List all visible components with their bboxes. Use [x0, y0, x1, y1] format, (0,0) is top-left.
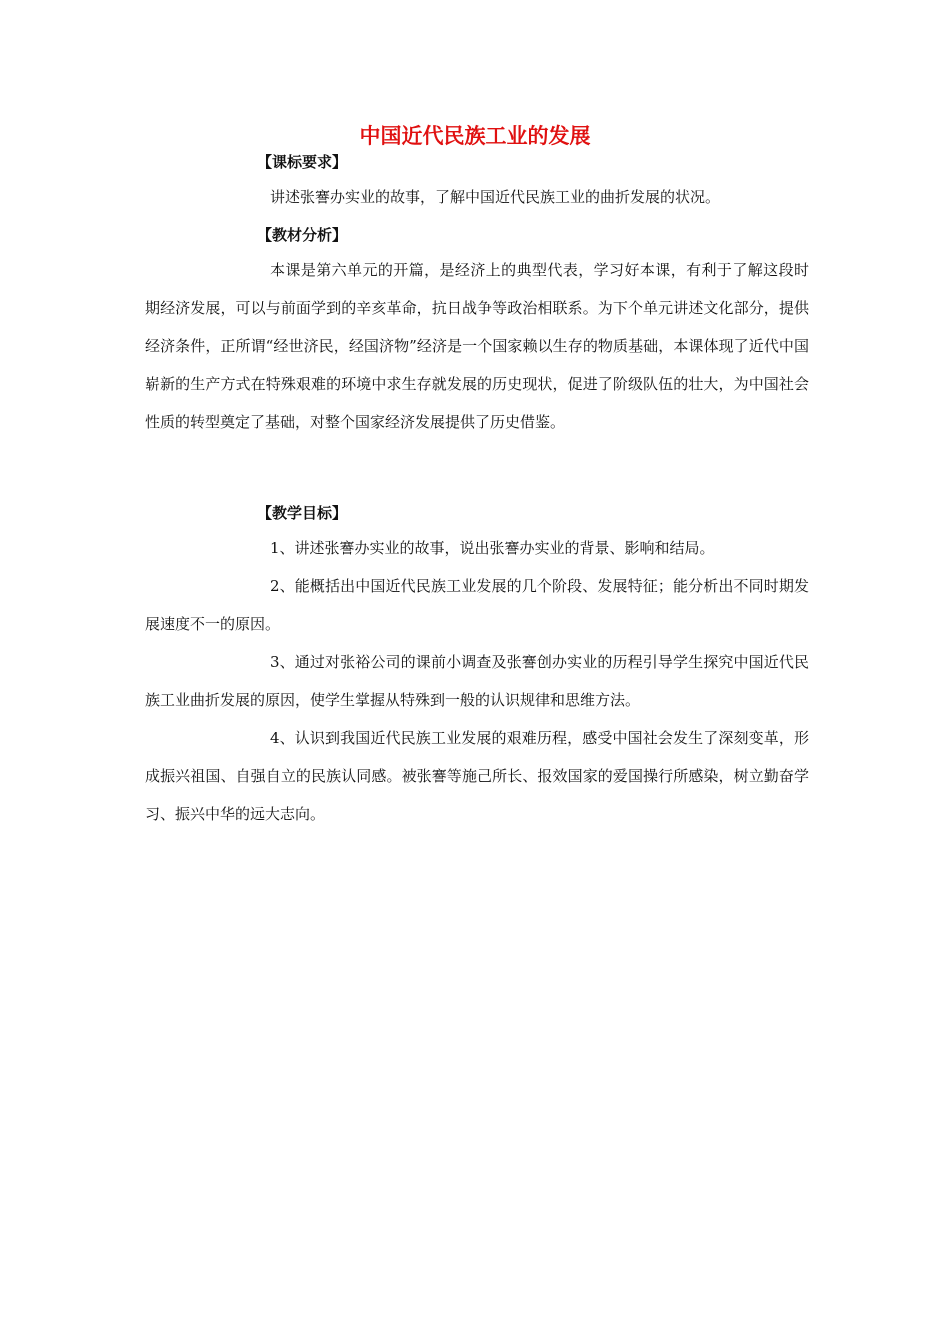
teaching-objective-item: 3、通过对张裕公司的课前小调查及张謇创办实业的历程引导学生探究中国近代民族工业曲折发展的原因，使学生掌握从特殊到一般的认识规律和思维方法。 — [145, 653, 809, 709]
textbook-analysis-paragraph: 本课是第六单元的开篇，是经济上的典型代表，学习好本课，有利于了解这段时期经济发展，可以与前面学到的辛亥革命，抗日战争等政治相联系。为下个单元讲述文化部分，提供经济条件，正所谓“经世济民，经国济物”经济是一个国家赖以生存的物质基础，本课体现了近代中国崭新的生产方式在特殊艰难的环境中求生存就发展的历史现状，促进了阶级队伍的壮大，为中国社会性质的转型奠定了基础，对整个国家经济发展提供了历史借鉴。 — [145, 261, 809, 431]
document-title: 中国近代民族工业的发展 — [359, 124, 591, 148]
section-heading-textbook-analysis: 【教材分析】 — [257, 226, 348, 244]
section-heading-curriculum-requirements: 【课标要求】 — [257, 153, 348, 171]
curriculum-requirements-paragraph: 讲述张謇办实业的故事，了解中国近代民族工业的曲折发展的状况。 — [270, 188, 721, 206]
section-heading-teaching-objectives: 【教学目标】 — [257, 504, 348, 522]
teaching-objective-item: 4、认识到我国近代民族工业发展的艰难历程，感受中国社会发生了深刻变革，形成振兴祖国、自强自立的民族认同感。被张謇等施己所长、报效国家的爱国操行所感染，树立勤奋学习、振兴中华的远大志向。 — [145, 729, 809, 823]
teaching-objective-item: 1、讲述张謇办实业的故事，说出张謇办实业的背景、影响和结局。 — [270, 539, 715, 557]
teaching-objective-item: 2、能概括出中国近代民族工业发展的几个阶段、发展特征；能分析出不同时期发展速度不一的原因。 — [145, 577, 809, 633]
